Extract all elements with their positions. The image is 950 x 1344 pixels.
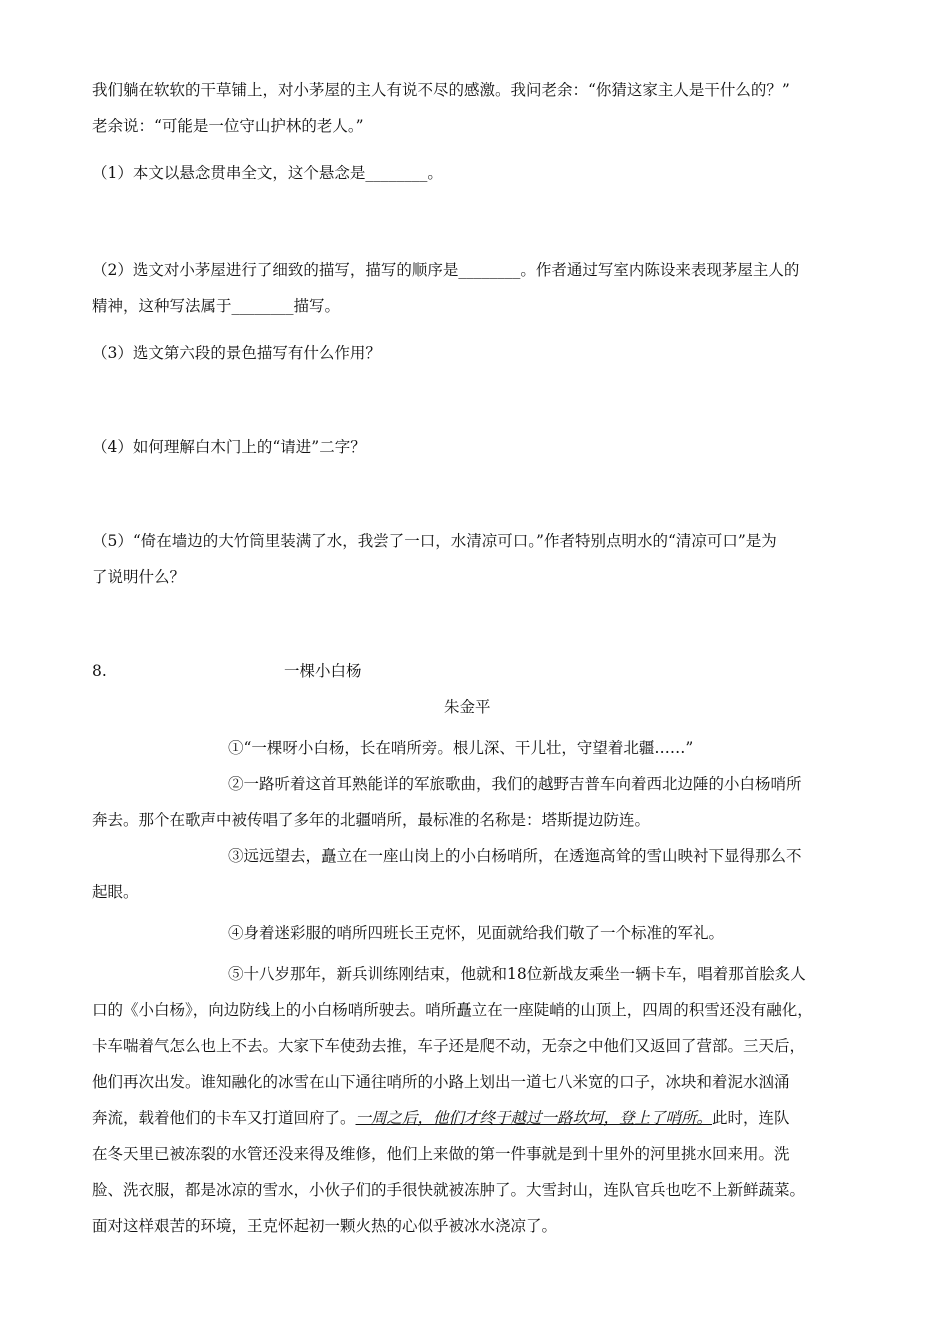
paragraph-2: ②一路听着这首耳熟能详的军旅歌曲，我们的越野吉普车向着西北边陲的小白杨哨所 [228,775,802,793]
paragraph-5-line: 他们再次出发。谁知融化的冰雪在山下通往哨所的小路上划出一道七八米宽的口子，冰块和着泥水汹涌 [92,1073,790,1091]
paragraph-5-line: 卡车喘着气怎么也上不去。大家下车使劲去推，车子还是爬不动，无奈之中他们又返回了营部。三天后， [92,1037,806,1055]
paragraph-5-line: 面对这样艰苦的环境，王克怀起初一颗火热的心似乎被冰水浇凉了。 [92,1217,558,1235]
paragraph-5-text: 奔流，载着他们的卡车又打道回府了。 [92,1109,356,1127]
paragraph-5-line [92,1108,790,1128]
passage-text-line: 老余说：“可能是一位守山护林的老人。” [92,117,364,135]
paragraph-3-line: 起眼。 [92,883,139,901]
paragraph-5-line: 口的《小白杨》，向边防线上的小白杨哨所驶去。哨所矗立在一座陡峭的山顶上，四周的积雪还没有融化， [92,1001,813,1019]
question-5-continued: 了说明什么？ [92,568,186,586]
passage-text-line: 我们躺在软软的干草铺上，对小茅屋的主人有说不尽的感激。我问老余：“你猜这家主人是干什么的？” [92,81,790,99]
question-number: 8. [92,662,107,680]
paragraph-5: ⑤十八岁那年，新兵训练刚结束，他就和18位新战友乘坐一辆卡车，唱着那首脍炙人 [228,965,806,983]
paragraph-3: ③远远望去，矗立在一座山岗上的小白杨哨所，在透迤高耸的雪山映衬下显得那么不 [228,847,802,865]
question-2: （2）选文对小茅屋进行了细致的描写，描写的顺序是________。作者通过写室内陈设来表现茅屋主人的 [92,261,800,279]
article-author: 朱金平 [444,698,491,716]
paragraph-5-text: 此时，连队 [712,1109,790,1127]
paragraph-5-line: 脸、洗衣服，都是冰凉的雪水，小伙子们的手很快就被冻肿了。大雪封山，连队官兵也吃不上新鲜蔬菜。 [92,1181,806,1199]
article-title: 一棵小白杨 [284,662,362,680]
question-4: （4）如何理解白木门上的“请进”二字？ [92,438,366,456]
paragraph-2-line: 奔去。那个在歌声中被传唱了多年的北疆哨所，最标准的名称是：塔斯提边防连。 [92,811,651,829]
question-3: （3）选文第六段的景色描写有什么作用？ [92,344,381,362]
question-2-continued: 精神，这种写法属于________描写。 [92,297,341,315]
question-1: （1）本文以悬念贯串全文，这个悬念是________。 [92,164,443,182]
paragraph-5-line: 在冬天里已被冻裂的水管还没来得及维修，他们上来做的第一件事就是到十里外的河里挑水回来用。洗 [92,1145,790,1163]
paragraph-4: ④身着迷彩服的哨所四班长王克怀，见面就给我们敬了一个标准的军礼。 [228,924,725,942]
question-5: （5）“倚在墙边的大竹筒里装满了水，我尝了一口，水清凉可口。”作者特别点明水的“清凉可口”是为 [92,532,777,550]
paragraph-1: ①“一棵呀小白杨，长在哨所旁。根儿深、干儿壮，守望着北疆……” [228,739,694,757]
underlined-sentence: 一周之后，他们才终于越过一路坎坷，登上了哨所。 [355,1109,713,1127]
